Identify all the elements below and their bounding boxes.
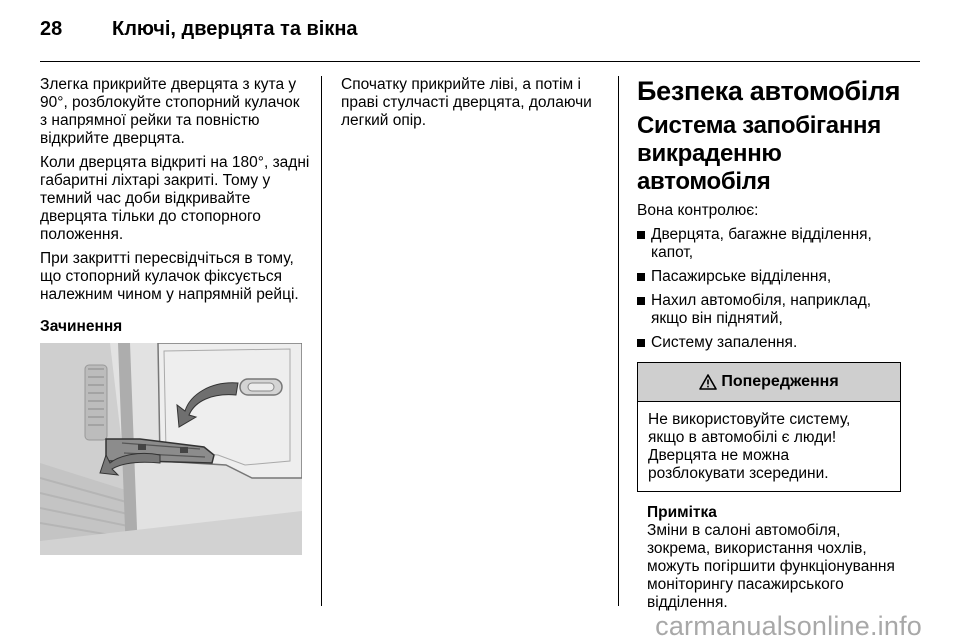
warning-header (638, 363, 900, 402)
column-right (637, 76, 905, 612)
section-subheading: Зачинення (40, 318, 123, 335)
list-item (637, 292, 905, 328)
paragraph: При закритті пересвідчіться в тому, що стопорний кулачок фіксується належним чином у напрямній рейці. (40, 250, 299, 303)
warning-box (637, 362, 901, 492)
intro-text: Вона контролює: (637, 202, 759, 219)
warning-triangle-icon (699, 374, 717, 390)
list-item-text: Систему запалення. (651, 334, 798, 351)
note-title: Примітка (647, 504, 717, 521)
header-divider (40, 61, 920, 62)
square-bullet-icon (637, 273, 645, 281)
column-divider-2 (618, 76, 619, 606)
monitored-items-list (637, 226, 905, 352)
square-bullet-icon (637, 297, 645, 305)
list-item-text: Нахил автомобіля, наприклад, якщо він піднятий, (651, 292, 872, 327)
page-header (40, 18, 358, 48)
list-item (637, 334, 905, 352)
door-illustration-svg (40, 343, 302, 555)
door-closing-illustration (40, 343, 302, 555)
note-block (637, 504, 905, 612)
note-text: Зміни в салоні автомобіля, зокрема, використання чохлів, можуть погіршити функціонування моніторингу пасажирського відділення. (647, 522, 895, 611)
paragraph: Коли дверцята відкриті на 180°, задні габаритні ліхтарі закриті. Тому у темний час доби відкривайте дверцята тільки до стопорного положення. (40, 154, 310, 243)
section-subheading: Система запобігання викраденню автомобіля (637, 112, 881, 195)
chapter-title: Ключі, дверцята та вікна (112, 18, 358, 40)
column-divider-1 (321, 76, 322, 606)
column-middle (341, 76, 603, 136)
page-number: 28 (40, 18, 63, 40)
watermark: carmanualsonline.info (655, 611, 922, 641)
list-item-text: Пасажирське відділення, (651, 268, 832, 285)
warning-text: Не використовуйте систему, якщо в автомобілі є люди! Дверцята не можна розблокувати зсередини. (648, 411, 851, 482)
square-bullet-icon (637, 231, 645, 239)
column-left (40, 76, 310, 336)
list-item (637, 268, 905, 286)
square-bullet-icon (637, 339, 645, 347)
paragraph: Спочатку прикрийте ліві, а потім і праві стулчасті дверцята, долаючи легкий опір. (341, 76, 592, 129)
warning-title: Попередження (721, 373, 839, 390)
list-item (637, 226, 905, 262)
list-item-text: Дверцята, багажне відділення, капот, (651, 226, 872, 261)
paragraph: Злегка прикрийте дверцята з кута у 90°, розблокуйте стопорний кулачок з напрямної рейки та повністю відкрийте дверцята. (40, 76, 300, 147)
section-heading: Безпека автомобіля (637, 76, 901, 106)
